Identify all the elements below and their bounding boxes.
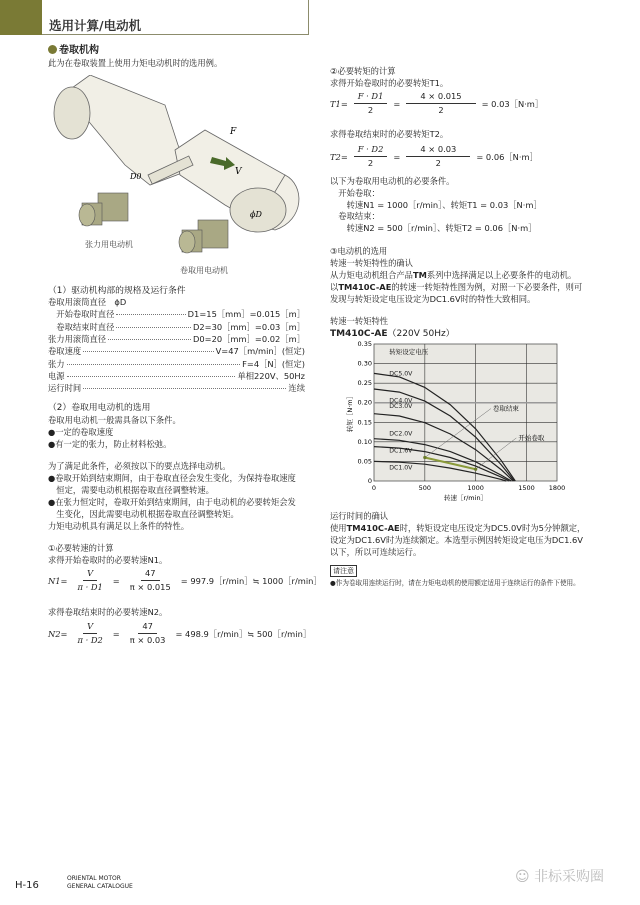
spec-label: 张力用滚筒直径 (48, 333, 107, 344)
winding-motor-label: 卷取用电动机 (180, 266, 228, 275)
x-tick-label: 0 (371, 484, 377, 492)
spec-row (48, 358, 305, 370)
body-line: 为了满足此条件，必须按以下的要点选择电动机。 (48, 461, 231, 471)
x-tick-label: 1000 (467, 484, 484, 492)
watermark (515, 866, 604, 886)
result: = 498.9［r/min］≒ 500［r/min］ (175, 628, 312, 639)
x-tick-label: 500 (418, 484, 432, 492)
spec-row (48, 345, 305, 357)
operating-point (423, 456, 426, 459)
numerator: 4 × 0.015 (406, 90, 475, 104)
numerator: 4 × 0.03 (406, 143, 470, 157)
header (42, 0, 309, 35)
wechat-icon: ☺ (515, 869, 530, 885)
chart-heading: 转速一转矩特性 (330, 316, 389, 326)
numerator: 47 (138, 620, 157, 634)
y-tick-label: 0.20 (357, 398, 372, 407)
series-label: DC2.0V (389, 430, 413, 438)
legend-title: 转矩设定电压 (389, 347, 429, 356)
series-label: DC5.0V (389, 370, 413, 378)
chart-power: （220V 50Hz） (387, 329, 455, 339)
label-v: V (235, 167, 242, 177)
section-title (48, 41, 99, 56)
lhs: T2= (330, 151, 348, 162)
body-line: 恒定，需要电动机根据卷取直径调整转速。 (48, 485, 214, 495)
speed-heading: ①必要转速的计算 (48, 543, 114, 553)
bullet-icon (48, 45, 57, 54)
spec-value: V=47［m/min］(恒定) (215, 346, 305, 357)
section-title-text: 卷取机构 (59, 45, 99, 56)
operating-point (474, 468, 477, 471)
callout-label: 开始卷取 (518, 433, 545, 442)
spec-row (48, 333, 305, 345)
formula-n1: N1= $\frac{V}{\pi \cdot D1}$ = $\frac{47}{\pi \times 0.015}$ = 997.9［r/min］≒ 1000［r/min］ (48, 568, 322, 592)
motor-line: 转速一转矩特性的确认 (330, 258, 413, 268)
t2-intro: 求得卷取结束时的必要转矩T2。 (330, 129, 449, 139)
n2-intro: 求得卷取结束时的必要转速N2。 (48, 607, 168, 617)
y-axis-label: 转矩［N·m］ (346, 392, 354, 433)
note-tag-text: 请注意 (330, 565, 357, 577)
selection-heading: （2）卷取用电动机的选用 (48, 403, 151, 413)
n1-intro: 求得开始卷取时的必要转速N1。 (48, 555, 168, 565)
label-d0: D0 (130, 172, 142, 181)
denominator: π · D2 (77, 635, 103, 645)
label-phid: ϕD (250, 210, 262, 219)
y-tick-label: 0.15 (357, 418, 372, 427)
tension-motor (79, 193, 128, 226)
denominator: 2 (367, 105, 374, 115)
requirement-line: 转速N1 = 1000［r/min］、转矩T1 = 0.03［N·m］ (330, 199, 542, 210)
dotted-leader (67, 376, 236, 377)
body-line: 生变化，因此需要电动机根据卷取直径调整转矩。 (48, 509, 239, 519)
requirement-line: 以下为卷取用电动机的必要条件。 (330, 176, 455, 186)
denominator: π · D1 (77, 582, 103, 592)
motor-heading: ③电动机的选用 (330, 246, 388, 256)
brand-line-1: ORIENTAL MOTOR (67, 875, 121, 882)
spec-value: D0=20［mm］=0.02［m］ (192, 333, 305, 344)
denominator: π × 0.015 (129, 582, 171, 592)
dotted-leader (67, 364, 241, 365)
run-line: 使用TM410C-AE时，转矩设定电压设定为DC5.0V时为5分钟额定， (330, 523, 586, 533)
run-line: 以下，所以可连续运行。 (330, 547, 422, 557)
series-label: DC1.6V (389, 447, 413, 455)
spec-value: D2=30［mm］=0.03［m］ (192, 321, 305, 332)
body-line: ●卷取开始到结束期间，由于卷取直径会发生变化，为保持卷取速度 (48, 473, 296, 483)
body-line: 力矩电动机具有满足以上条件的特性。 (48, 521, 190, 531)
spec-row (48, 321, 305, 333)
lhs: T1= (330, 98, 348, 109)
winding-motor (179, 220, 228, 253)
denominator: 2 (367, 158, 374, 168)
body-line: ●在张力恒定时，卷取开始到结束期间，由于电动机的必要转矩会发 (48, 497, 296, 507)
y-tick-label: 0.05 (357, 457, 372, 466)
note-tag (330, 565, 357, 577)
spec-label: 张力 (48, 358, 65, 369)
numerator: F · D2 (354, 143, 388, 157)
denominator: π × 0.03 (129, 635, 166, 645)
y-tick-label: 0.30 (357, 359, 372, 368)
spec-row (48, 308, 305, 320)
y-tick-label: 0.10 (357, 437, 372, 446)
run-line: 设定为DC1.6V时为连续额定。本选型示例因转矩设定电压为DC1.6V (330, 535, 583, 545)
result: = 997.9［r/min］≒ 1000［r/min］ (180, 575, 322, 586)
catalogue-brand (67, 875, 133, 891)
lhs: N1= (48, 575, 68, 586)
x-tick-label: 1500 (518, 484, 535, 492)
series-label: DC3.0V (389, 402, 413, 410)
spec-label: 电源 (48, 370, 65, 381)
page-number: H-16 (15, 880, 39, 891)
body-line: ●一定的卷取速度 (48, 427, 114, 437)
numerator: F · D1 (354, 90, 388, 104)
label-f: F (230, 127, 237, 137)
y-tick-label: 0.35 (357, 340, 372, 348)
motor-line: 发现与转矩设定电压设定为DC1.6V时的特性大致相同。 (330, 294, 536, 304)
speed-torque-chart (325, 335, 575, 505)
requirement-line: 转速N2 = 500［r/min］、转矩T2 = 0.06［N·m］ (330, 223, 537, 234)
dotted-leader (108, 339, 191, 340)
spec-row (48, 382, 305, 394)
series-label: DC4.0V (389, 397, 413, 405)
brand-line-2: GENERAL CATALOGUE (67, 883, 133, 890)
spec-row (48, 296, 305, 308)
formula-t2: T2= $\frac{F \cdot D2}{2}$ = $\frac{4 \times 0.03}{2}$ = 0.06［N·m］ (330, 144, 538, 168)
dotted-leader (83, 388, 286, 389)
page-title: 选用计算/电动机 (49, 18, 142, 33)
spec-value: F=4［N］(恒定) (242, 358, 305, 369)
denominator: 2 (435, 158, 441, 168)
watermark-text: 非标采购圈 (534, 869, 605, 885)
intro-text: 此为在卷取装置上使用力矩电动机时的选用例。 (48, 58, 223, 68)
torque-heading: ②必要转矩的计算 (330, 66, 396, 76)
spec-label: 运行时间 (48, 383, 82, 394)
spec-label: 卷取结束时直径 (48, 321, 115, 332)
dotted-leader (116, 314, 185, 315)
formula-n2: N2= $\frac{V}{\pi \cdot D2}$ = $\frac{47}{\pi \times 0.03}$ = 498.9［r/min］≒ 500［r/min］ (48, 621, 312, 645)
t1-intro: 求得开始卷取时的必要转矩T1。 (330, 78, 449, 88)
motor-line: 从力矩电动机组合产品TM系列中选择满足以上必要条件的电动机。 (330, 270, 577, 280)
series-label: DC1.0V (389, 464, 413, 472)
motor-line: 以TM410C-AE的转速一转矩特性图为例，对照一下必要条件，则可 (330, 282, 583, 292)
requirement-line: 卷取结束： (330, 211, 380, 222)
spec-label: 开始卷取时直径 (48, 309, 115, 320)
plot-area (374, 344, 557, 481)
run-line: 运行时间的确认 (330, 511, 389, 521)
body-line: 卷取用电动机一般需具备以下条件。 (48, 415, 181, 425)
lhs: N2= (48, 628, 68, 639)
spec-row (48, 370, 305, 382)
dotted-leader (116, 327, 191, 328)
requirement-line: 开始卷取： (330, 187, 380, 198)
spec-value: 连续 (288, 383, 305, 394)
x-tick-label: 1800 (548, 484, 566, 492)
spec-value: 单相220V、50Hz (237, 370, 305, 381)
result: = 0.06［N·m］ (476, 151, 538, 162)
tension-motor-label: 张力用电动机 (85, 240, 133, 249)
winding-illustration (30, 75, 320, 280)
y-tick-label: 0.25 (357, 379, 372, 388)
denominator: 2 (438, 105, 444, 115)
spec-value: D1=15［mm］=0.015［m］ (187, 309, 305, 320)
result: = 0.03［N·m］ (481, 98, 544, 109)
callout-label: 卷取结束 (492, 404, 519, 413)
formula-t1: T1= $\frac{F \cdot D1}{2}$ = $\frac{4 \times 0.015}{2}$ = 0.03［N·m］ (330, 91, 544, 115)
chart-model: TM410C-AE (330, 329, 388, 339)
y-tick-label: 0 (367, 477, 372, 485)
dotted-leader (83, 351, 213, 352)
x-axis-label: 转速［r/min］ (443, 494, 488, 502)
spec-label: 卷取用滚筒直径 ϕD (48, 297, 127, 307)
spec-heading: （1）驱动机构部的规格及运行条件 (48, 286, 186, 296)
spec-label: 卷取速度 (48, 346, 82, 357)
numerator: V (83, 620, 97, 634)
numerator: V (83, 567, 97, 581)
numerator: 47 (141, 567, 160, 581)
body-line: ●有一定的张力，防止材料松弛。 (48, 439, 172, 449)
header-color-block (0, 0, 42, 35)
note-text: ●作为卷取用连续运行时，请在力矩电动机的使用额定适用于连续运行的条件下使用。 (330, 579, 580, 587)
